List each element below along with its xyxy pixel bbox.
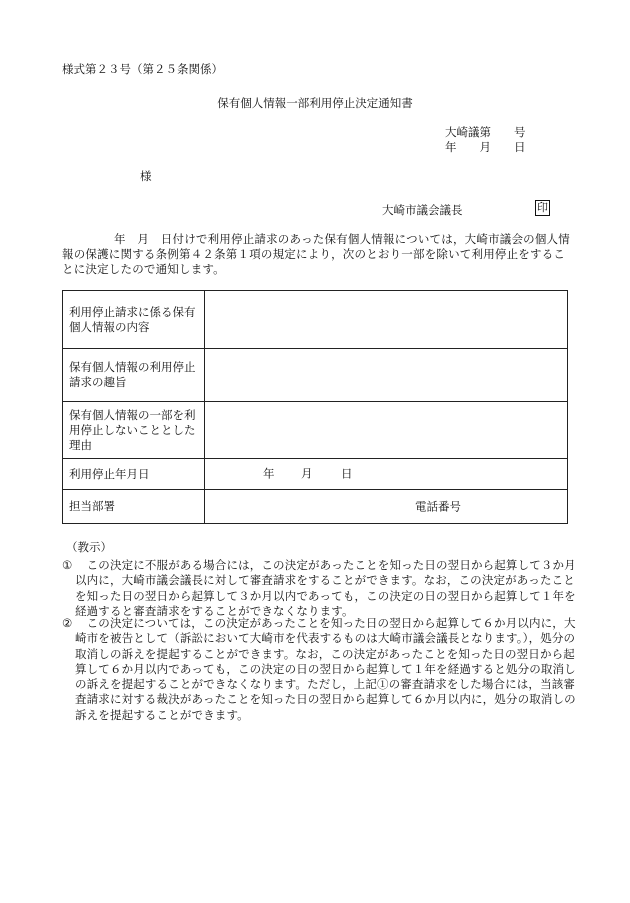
table-row — [63, 459, 568, 490]
notice-text: この決定については，この決定があったことを知った日の翌日から起算して６か月以内に，大崎市を被告として（訴訟において大崎市を代表するものは大崎市議会議長となります。），処分の取消しの訴えを提起することができます。なお，この決定があったことを知った日の翌日から起算して６か月以内であっても，この決定の日の翌日から起算して１年を経過すると処分の取消しの訴えを提起することができなくなります。ただし，上記①の審査請求をした場合には，当該審査請求に対する裁決があったことを知った日の翌日から起算して６か月以内に，処分の取消しの訴えを提起することができます。 — [75, 616, 576, 722]
table-row — [63, 402, 568, 459]
row-label-content: 利用停止請求に係る保有個人情報の内容 — [63, 291, 205, 349]
body-text: 年 月 日付けで利用停止請求のあった保有個人情報については，大崎市議会の個人情報の保護に関する条例第４２条第１項の規定により，次のとおり一部を除いて利用停止をすることに決定したので通知します。 — [62, 232, 570, 276]
date-day: 日 — [341, 466, 353, 481]
recipient-honorific: 様 — [140, 169, 152, 183]
table-row — [63, 349, 568, 402]
notice-heading: （教示） — [66, 540, 112, 554]
table-row — [63, 291, 568, 349]
row-value-dept — [205, 490, 568, 524]
document-title: 保有個人情報一部利用停止決定通知書 — [217, 96, 413, 110]
info-table — [62, 290, 568, 524]
date-month: 月 — [301, 466, 313, 481]
row-label-dept: 担当部署 — [63, 490, 205, 524]
row-value-content — [205, 291, 568, 349]
notice-item — [62, 616, 585, 723]
notice-item — [62, 558, 585, 619]
row-label-purpose: 保有個人情報の利用停止請求の趣旨 — [63, 349, 205, 402]
form-number: 様式第２３号（第２５条関係） — [62, 62, 223, 76]
notice-number: ② — [62, 616, 73, 630]
issuer-name: 大崎市議会議長 — [382, 203, 463, 217]
phone-label: 電話番号 — [415, 499, 461, 513]
table-row — [63, 490, 568, 524]
row-value-purpose — [205, 349, 568, 402]
notice-number: ① — [62, 558, 73, 572]
date-year: 年 — [263, 466, 275, 481]
row-value-date — [205, 459, 568, 490]
reference-number: 大崎議第 号 — [445, 125, 526, 139]
row-value-reason — [205, 402, 568, 459]
row-label-reason: 保有個人情報の一部を利用停止しないこととした理由 — [63, 402, 205, 459]
row-label-date: 利用停止年月日 — [63, 459, 205, 490]
notice-text: この決定に不服がある場合には，この決定があったことを知った日の翌日から起算して３か月以内に，大崎市議会議長に対して審査請求をすることができます。なお，この決定があったことを知った日の翌日から起算して３か月以内であっても，この決定の日の翌日から起算して１年を経過すると審査請求をすることができなくなります。 — [75, 558, 576, 618]
issue-date: 年 月 日 — [445, 140, 526, 154]
seal-mark: 印 — [537, 201, 548, 214]
